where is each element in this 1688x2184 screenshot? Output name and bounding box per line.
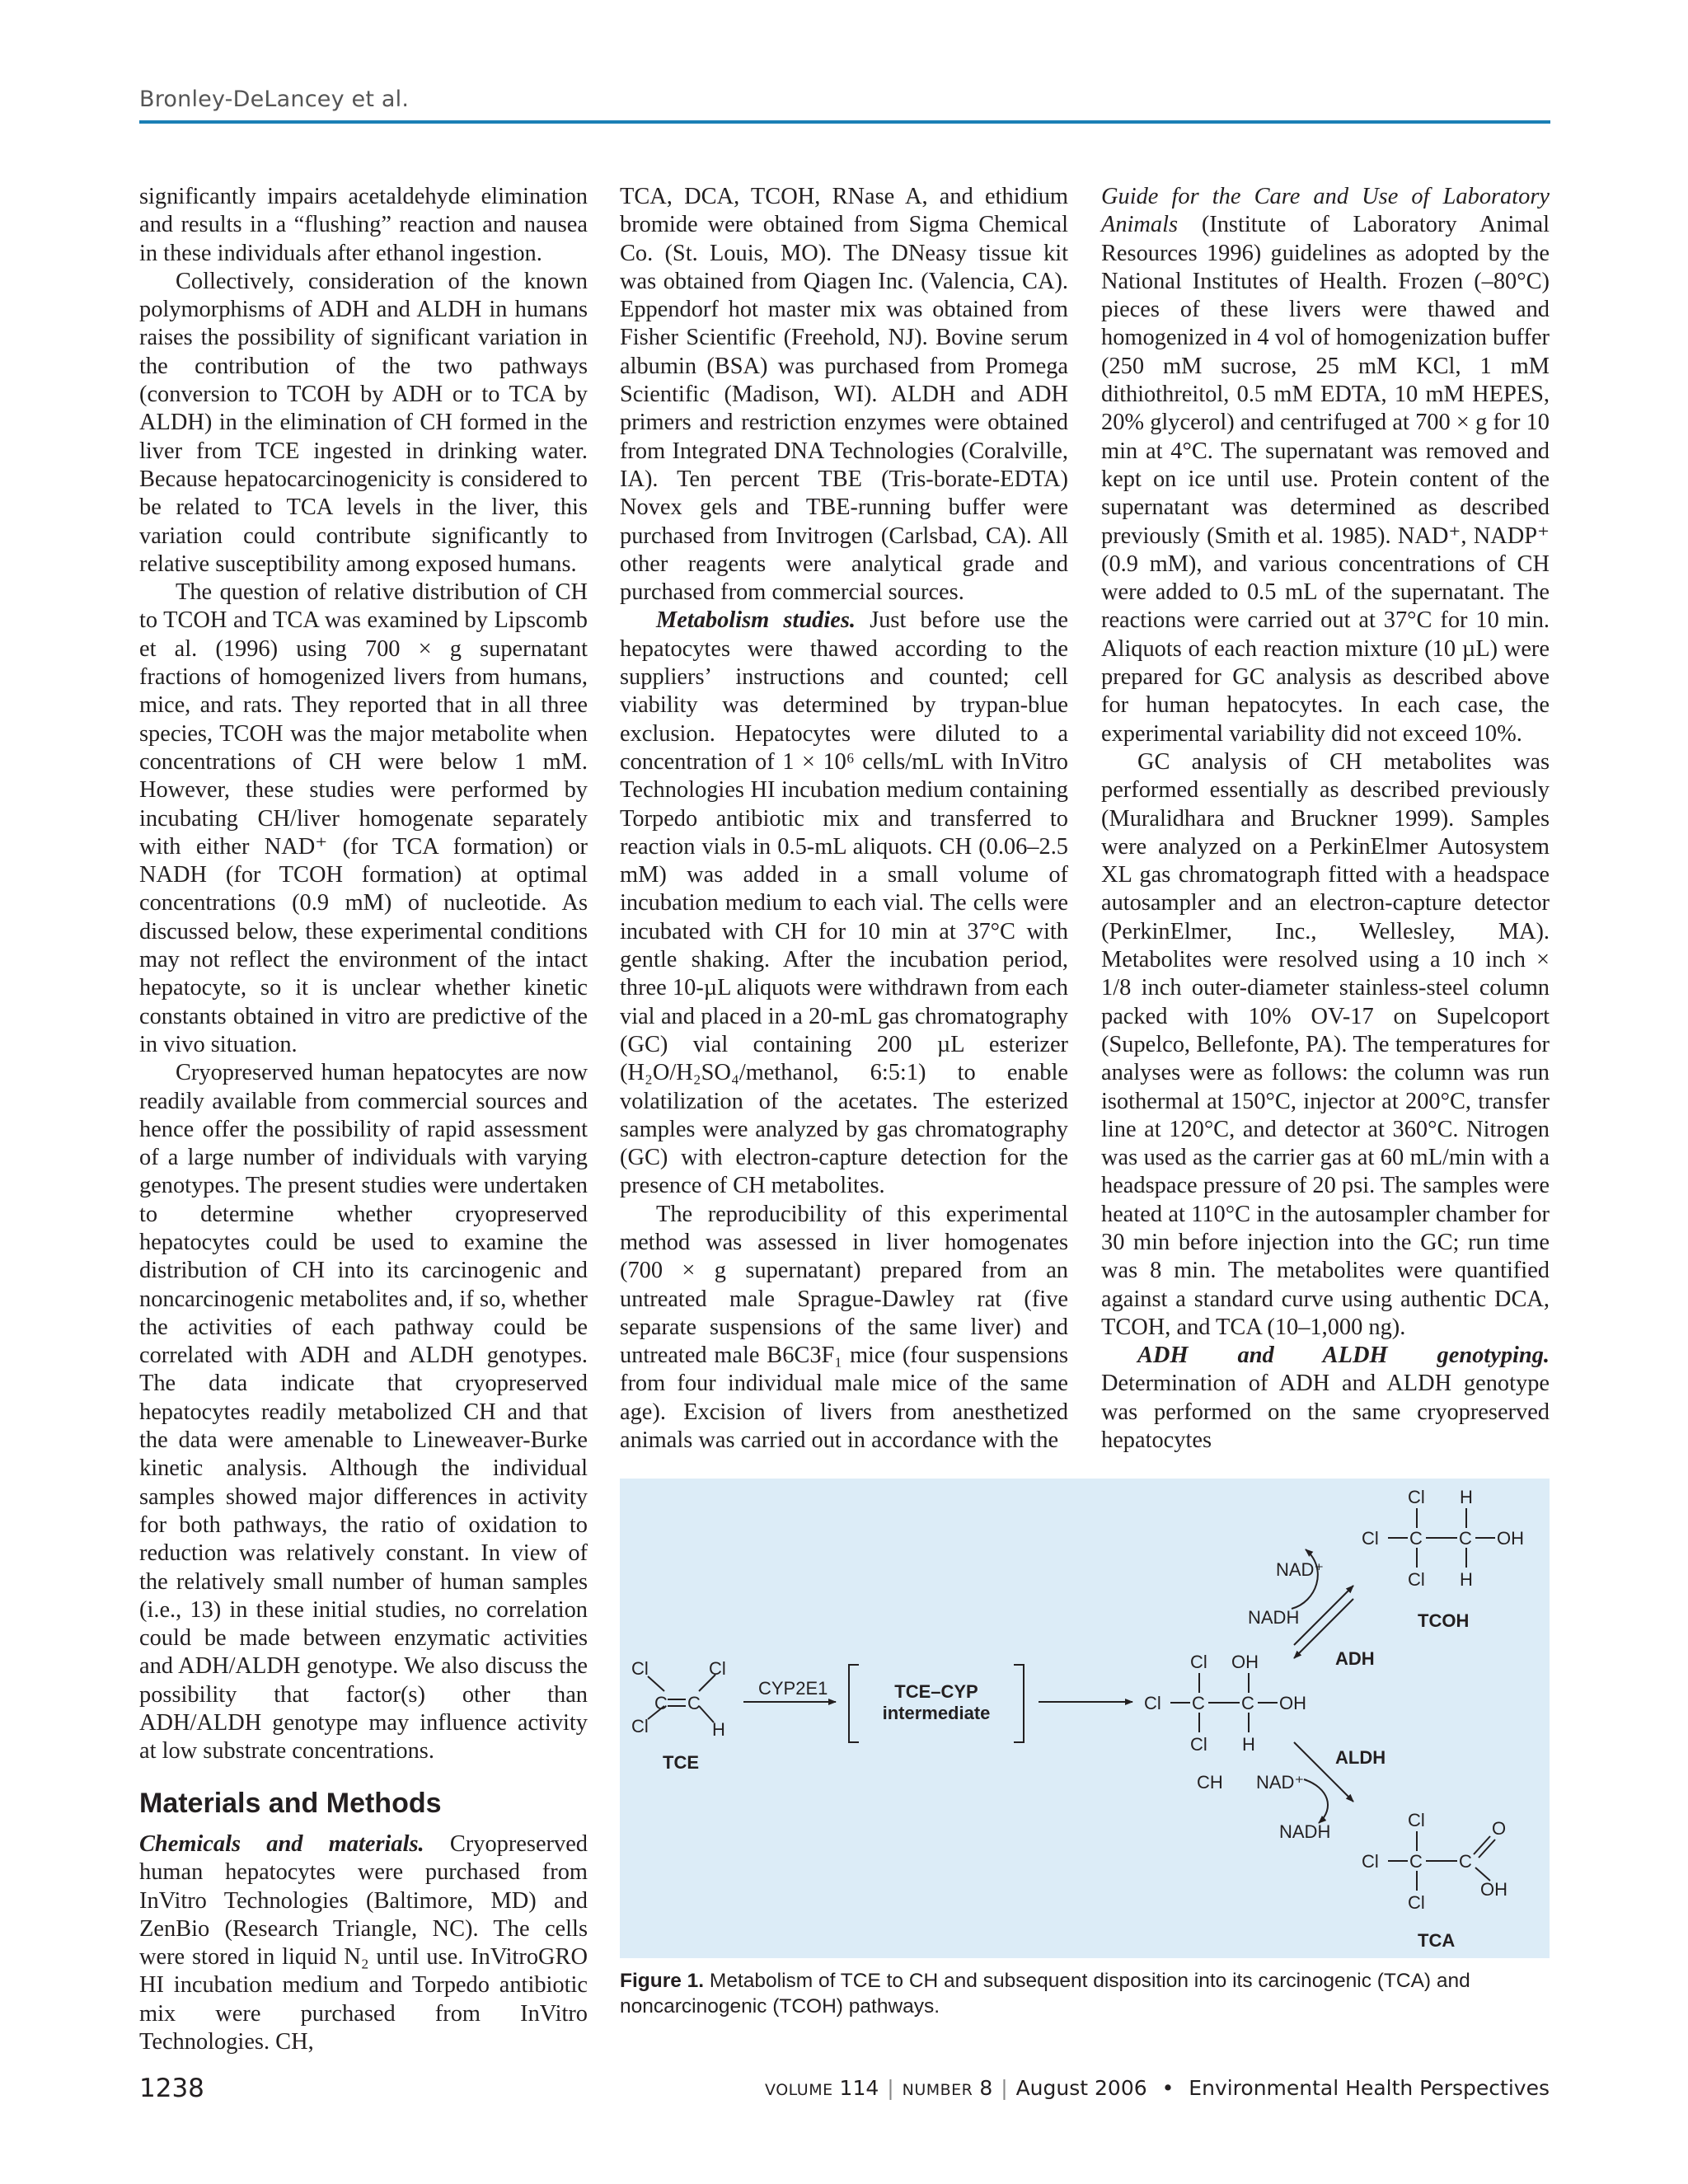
run-in-heading: Metabolism studies. [656,607,856,634]
ch-cl: Cl [1190,1734,1207,1755]
text-column-3 [1101,183,1550,1455]
nadh-label: NADH [1248,1607,1300,1628]
italic-title: Guide for the Care and Use of Laboratory Animals [1101,184,1550,238]
tce-label: TCE [663,1752,699,1773]
ch-cl: Cl [1144,1693,1161,1713]
number-label: NUMBER [902,2081,973,2099]
paragraph: significantly impairs acetaldehyde elimination and results in a “flushing” reaction and nausea in these individuals after ethanol ingestion. [139,184,588,266]
paragraph-text: (Institute of Laboratory Animal Resources 1996) guidelines as adopted by the National Institutes of Health. Frozen (–80°C) pieces of these livers were thawed and homogenized in 4 vol of homogenization buffer (250 mM sucrose, 25 mM KCl, 1 mM dithiothreitol, 0.5 mM EDTA, 10 mM HEPES, 20% glycerol) and centrifuged at 700 × g for 10 min at 4°C. The supernatant was removed and kept on ice until use. Protein content of the supernatant was determined as described previously (Smith et al. 1985). NAD⁺, NADP⁺ (0.9 mM), and various concentrations of CH were added to 0.5 mL of the supernatant. The reactions were carried out at 37°C for 10 min. Aliquots of each reaction mixture (10 µL) were prepared for GC analysis as described above for human hepatocytes. In each case, the experimental variability did not exceed 10%. [1101,212,1550,747]
paragraph-text: Cryopreserved human hepatocytes were purchased from InVitro Technologies (Baltimore, MD) and ZenBio (Research Triangle, NC). The cells were stored in liquid N₂ until use. InVitroGRO HI incubation medium and Torpedo antibiotic mix were purchased from InVitro Technologies. CH, [139,1830,588,2055]
tcoh-cl: Cl [1408,1487,1425,1507]
running-header-author: Bronley-DeLancey et al. [139,87,410,112]
intermediate-label: intermediate [882,1703,991,1723]
paragraph-text: Just before use the hepatocytes were thawed according to the suppliers’ instructions and counted; cell viability was determined by trypan-blue exclusion. Hepatocytes were diluted to a concentration of 1 × 10⁶ cells/mL with InVitro Technologies HI incubation medium containing Torpedo antibiotic mix and transferred to reaction vials in 0.5-mL aliquots. CH (0.06–2.5 mM) was added in a small volume of incubation medium to each vial. The cells were incubated with CH for 10 min at 37°C with gentle shaking. After the incubation period, three 10-µL aliquots were withdrawn from each vial and placed in a 20-mL gas chromatography (GC) vial containing 200 µL esterizer (H₂O/H₂SO₄/methanol, 6:5:1) to enable volatilization of the acetates. The esterized samples were analyzed by gas chromatography (GC) with electron-capture detection for the presence of CH metabolites. [620,607,1068,1199]
tca-oh: OH [1480,1879,1507,1900]
text-column-1 [139,183,588,2056]
ch-cl: Cl [1190,1652,1207,1672]
nad-plus-label: NAD⁺ [1256,1772,1305,1793]
tcoh-c: C [1459,1528,1472,1549]
ch-c: C [1241,1693,1254,1713]
paragraph-text: Determination of ADH and ALDH genotype was performed on the same cryopreserved hepatocytes [1101,1371,1550,1454]
paragraph [1101,1342,1550,1455]
tce-c: C [654,1693,668,1713]
tcoh-cl: Cl [1362,1528,1379,1549]
volume-number: 114 [839,2076,879,2100]
tcoh-label: TCOH [1418,1610,1470,1631]
paragraph: Cryopreserved human hepatocytes are now readily available from commercial sources and hence offer the possibility of rapid assessment of a large number of individuals with varying genotypes. The present studies were undertaken to determine whether cryopreserved hepatocytes could be used to examine the distribution of CH into its carcinogenic and noncarcinogenic metabolites and, if so, whether the activities of each pathway could be correlated with ADH and ALDH genotypes. The data indicate that cryopreserved hepatocytes readily metabolized CH and that the data were amenable to Lineweaver-Burke kinetic analysis. Although the individual samples showed major differences in activity for both pathways, the ratio of oxidation to reduction was relatively constant. In view of the relatively small number of human samples (i.e., 13) in these initial studies, no correlation could be made between enzymatic activities and ADH/ALDH genotype. We also discuss the possibility that factor(s) other than ADH/ALDH genotype may influence activity at low substrate concentrations. [139,1060,588,1765]
text-column-2 [620,183,1068,1455]
ch-oh: OH [1231,1652,1259,1672]
paragraph: The question of relative distribution of CH to TCOH and TCA was examined by Lipscomb et al. (1996) using 700 × g supernatant fractions of homogenized livers from humans, mice, and rats. They reported that in all three species, TCOH was the major metabolite when concentrations of CH were below 1 mM. However, these studies were performed by incubating CH/liver homogenate separately with either NAD⁺ (for TCA formation) or NADH (for TCOH formation) at optimal concentrations (0.9 mM) of nucleotide. As discussed below, these experimental conditions may not reflect the environment of the intact hepatocyte, so it is unclear whether kinetic constants obtained in vitro are predictive of the in vivo situation. [139,579,588,1057]
run-in-heading: ADH and ALDH genotyping. [1137,1343,1550,1369]
paragraph: GC analysis of CH metabolites was performed essentially as described previously (Muralidhara and Bruckner 1999). Samples were analyzed on a PerkinElmer Autosystem XL gas chromatograph fitted with a headspace autosampler and an electron-capture detector (PerkinElmer, Inc., Wellesley, MA). Metabolites were resolved using a 10 inch × 1/8 inch outer-diameter stainless-steel column packed with 10% OV-17 on Supelcoport (Supelco, Bellefonte, PA). The temperatures for analyses were as follows: the column was run isothermal at 150°C, injector at 200°C, transfer line at 120°C, and detector at 360°C. Nitrogen was used as the carrier gas at 60 mL/min with a headspace pressure of 20 psi. The samples were heated at 110°C in the autosampler chamber for 30 min before injection into the GC; run time was 8 min. The metabolites were quantified against a standard curve using authentic DCA, TCOH, and TCA (10–1,000 ng). [1101,748,1550,1340]
adh-label: ADH [1335,1648,1375,1669]
tce-c: C [687,1693,701,1713]
issue-date: August 2006 [1015,2076,1147,2100]
tce-cl: Cl [631,1658,649,1679]
tcoh-h: H [1460,1487,1473,1507]
cyp2e1-label: CYP2E1 [758,1678,828,1699]
tcoh-h: H [1460,1569,1473,1590]
footer-separator: | [887,2076,894,2100]
figure-1-diagram [620,1479,1550,1958]
paragraph [139,1830,588,2056]
ch-h: H [1242,1734,1255,1755]
nadh-label: NADH [1279,1821,1331,1842]
tca-o: O [1492,1818,1507,1839]
metabolism-pathway-svg [620,1479,1550,1958]
intermediate-label: TCE–CYP [894,1681,978,1702]
tcoh-oh: OH [1497,1528,1524,1549]
nad-plus-label: NAD⁺ [1276,1559,1325,1580]
ch-label: CH [1197,1772,1223,1793]
ch-oh: OH [1279,1693,1306,1713]
run-in-heading: Chemicals and materials. [139,1830,424,1857]
caption-text: Metabolism of TCE to CH and subsequent disposition into its carcinogenic (TCA) and noncarcinogenic (TCOH) pathways. [620,1970,1470,2018]
footer-bullet: • [1161,2076,1175,2100]
issue-number: 8 [979,2076,993,2100]
tcoh-c: C [1409,1528,1423,1549]
tcoh-cl: Cl [1408,1569,1425,1590]
figure-caption [620,1968,1550,2019]
tca-cl: Cl [1408,1810,1425,1830]
tca-cl: Cl [1408,1892,1425,1913]
journal-footer [765,2076,1550,2100]
paragraph: The reproducibility of this experimental method was assessed in liver homogenates (700 × g supernatant) prepared from an untreated male Sprague-Dawley rat (five separate suspensions of the same liver) and untreated male B6C3F₁ mice (four suspensions from four individual male mice of the same age). Excision of livers from anesthetized animals was carried out in accordance with the [620,1201,1068,1454]
tca-label: TCA [1418,1930,1456,1951]
footer-separator: | [1001,2076,1008,2100]
tce-cl: Cl [709,1658,726,1679]
tca-c: C [1409,1851,1423,1872]
tca-c: C [1459,1851,1472,1872]
page-number: 1238 [139,2074,204,2103]
paragraph [1101,183,1550,748]
volume-label: VOLUME [765,2081,833,2099]
paragraph: TCA, DCA, TCOH, RNase A, and ethidium bromide were obtained from Sigma Chemical Co. (St. Louis, MO). The DNeasy tissue kit was obtained from Qiagen Inc. (Valencia, CA). Eppendorf hot master mix was obtained from Fisher Scientific (Freehold, NJ). Bovine serum albumin (BSA) was purchased from Promega Scientific (Madison, WI). ALDH and ADH primers and restriction enzymes were obtained from Integrated DNA Technologies (Coralville, IA). Ten percent TBE (Tris-borate-EDTA) Novex gels and TBE-running buffer were purchased from Invitrogen (Carlsbad, CA). All other reagents were analytical grade and purchased from commercial sources. [620,184,1068,606]
tca-cl: Cl [1362,1851,1379,1872]
tce-cl: Cl [631,1716,649,1736]
header-rule [139,120,1550,124]
ch-c: C [1192,1693,1205,1713]
paragraph [620,607,1068,1200]
journal-name: Environmental Health Perspectives [1189,2076,1550,2100]
paragraph: Collectively, consideration of the known polymorphisms of ADH and ALDH in humans raises the possibility of significant variation in the contribution of the two pathways (conversion to TCOH by ADH or to TCA by ALDH) in the elimination of CH formed in the liver from TCE ingested in drinking water. Because hepatocarcinogenicity is considered to be related to TCA levels in the liver, this variation could contribute significantly to relative susceptibility among exposed humans. [139,268,588,577]
tce-h: H [712,1719,725,1740]
caption-label: Figure 1. [620,1970,705,1992]
aldh-label: ALDH [1335,1747,1386,1768]
section-heading: Materials and Methods [139,1787,442,1819]
